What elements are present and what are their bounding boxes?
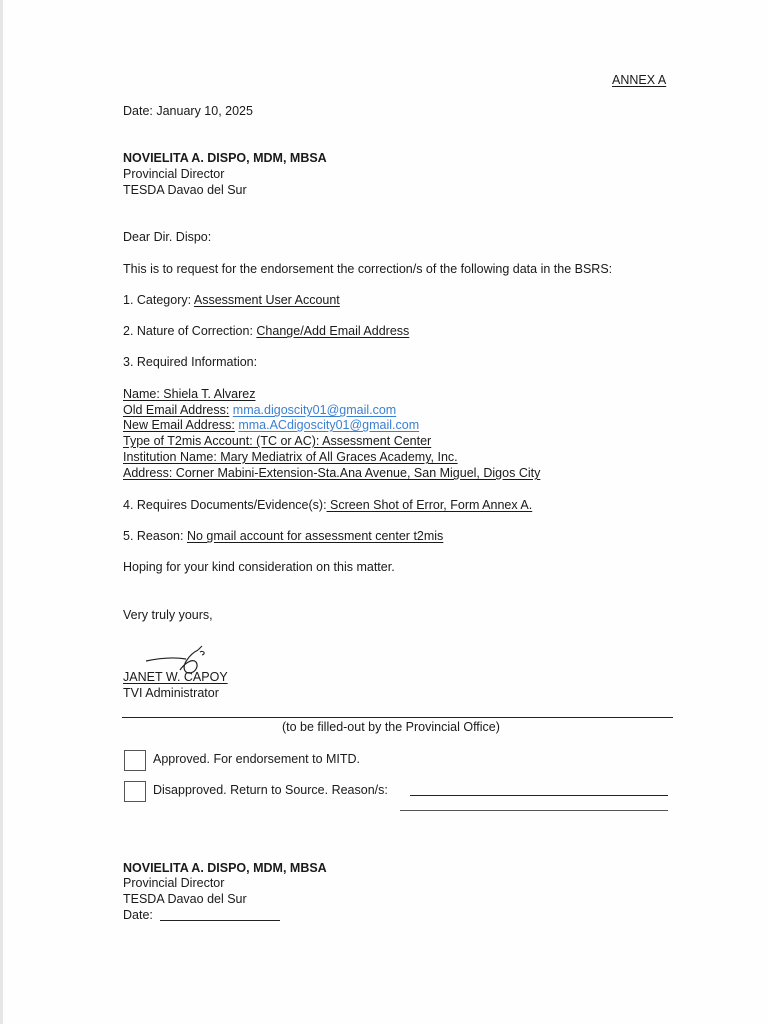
item-nature	[123, 324, 409, 339]
valediction: Very truly yours,	[123, 608, 213, 622]
new-email-link[interactable]: mma.ACdigoscity01@gmail.com	[238, 418, 420, 432]
page-edge-shadow	[0, 0, 3, 1024]
reason-blank-line-2	[400, 810, 668, 811]
info-new-email	[123, 418, 419, 433]
approved-label: Approved. For endorsement to MITD.	[153, 752, 361, 766]
reason-label: 5. Reason:	[123, 529, 184, 543]
closing-line: Hoping for your kind consideration on this matter.	[123, 560, 395, 574]
info-institution: Institution Name: Mary Mediatrix of All Graces Academy, Inc.	[123, 450, 458, 464]
footer-name: NOVIELITA A. DISPO, MDM, MBSA	[123, 861, 327, 875]
category-value: Assessment User Account	[193, 293, 340, 307]
addressee-title: Provincial Director	[123, 167, 225, 181]
disapproved-label: Disapproved. Return to Source. Reason/s:	[153, 783, 388, 797]
footer-office: TESDA Davao del Sur	[123, 892, 247, 906]
reason-blank-line-1	[410, 795, 668, 796]
nature-label: 2. Nature of Correction:	[123, 324, 253, 338]
item-category	[123, 293, 340, 308]
addressee-name: NOVIELITA A. DISPO, MDM, MBSA	[123, 151, 327, 165]
item-reason	[123, 529, 443, 544]
item-documents	[123, 498, 532, 513]
letter-date: Date: January 10, 2025	[123, 104, 253, 118]
info-address: Address: Corner Mabini-Extension-Sta.Ana Avenue, San Miguel, Digos City	[123, 466, 541, 480]
addressee-office: TESDA Davao del Sur	[123, 183, 247, 197]
documents-label: 4. Requires Documents/Evidence(s):	[123, 498, 327, 512]
info-name: Name: Shiela T. Alvarez	[123, 387, 256, 401]
category-label: 1. Category:	[123, 293, 192, 307]
approved-checkbox[interactable]	[124, 750, 146, 771]
salutation: Dear Dir. Dispo:	[123, 230, 212, 244]
annex-label: ANNEX A	[612, 73, 667, 87]
old-email-link[interactable]: mma.digoscity01@gmail.com	[232, 403, 397, 417]
footer-date-label: Date:	[123, 908, 153, 922]
info-old-email	[123, 403, 396, 418]
disapproved-checkbox[interactable]	[124, 781, 146, 802]
signatory-title: TVI Administrator	[123, 686, 219, 700]
old-email-label: Old Email Address:	[123, 403, 230, 417]
office-caption: (to be filled-out by the Provincial Office)	[282, 720, 500, 734]
footer-date-line	[160, 920, 280, 921]
nature-value: Change/Add Email Address	[256, 324, 410, 338]
reason-value: No gmail account for assessment center t2mis	[186, 529, 444, 543]
signatory-name: JANET W. CAPOY	[123, 670, 228, 684]
item-required-info: 3. Required Information:	[123, 355, 258, 369]
footer-title: Provincial Director	[123, 876, 225, 890]
intro-paragraph: This is to request for the endorsement the correction/s of the following data in the BSRS:	[123, 262, 613, 276]
documents-value: Screen Shot of Error, Form Annex A.	[326, 498, 533, 512]
info-account-type: Type of T2mis Account: (TC or AC): Assessment Center	[123, 434, 432, 448]
new-email-label: New Email Address:	[123, 418, 235, 432]
section-divider	[122, 717, 673, 718]
